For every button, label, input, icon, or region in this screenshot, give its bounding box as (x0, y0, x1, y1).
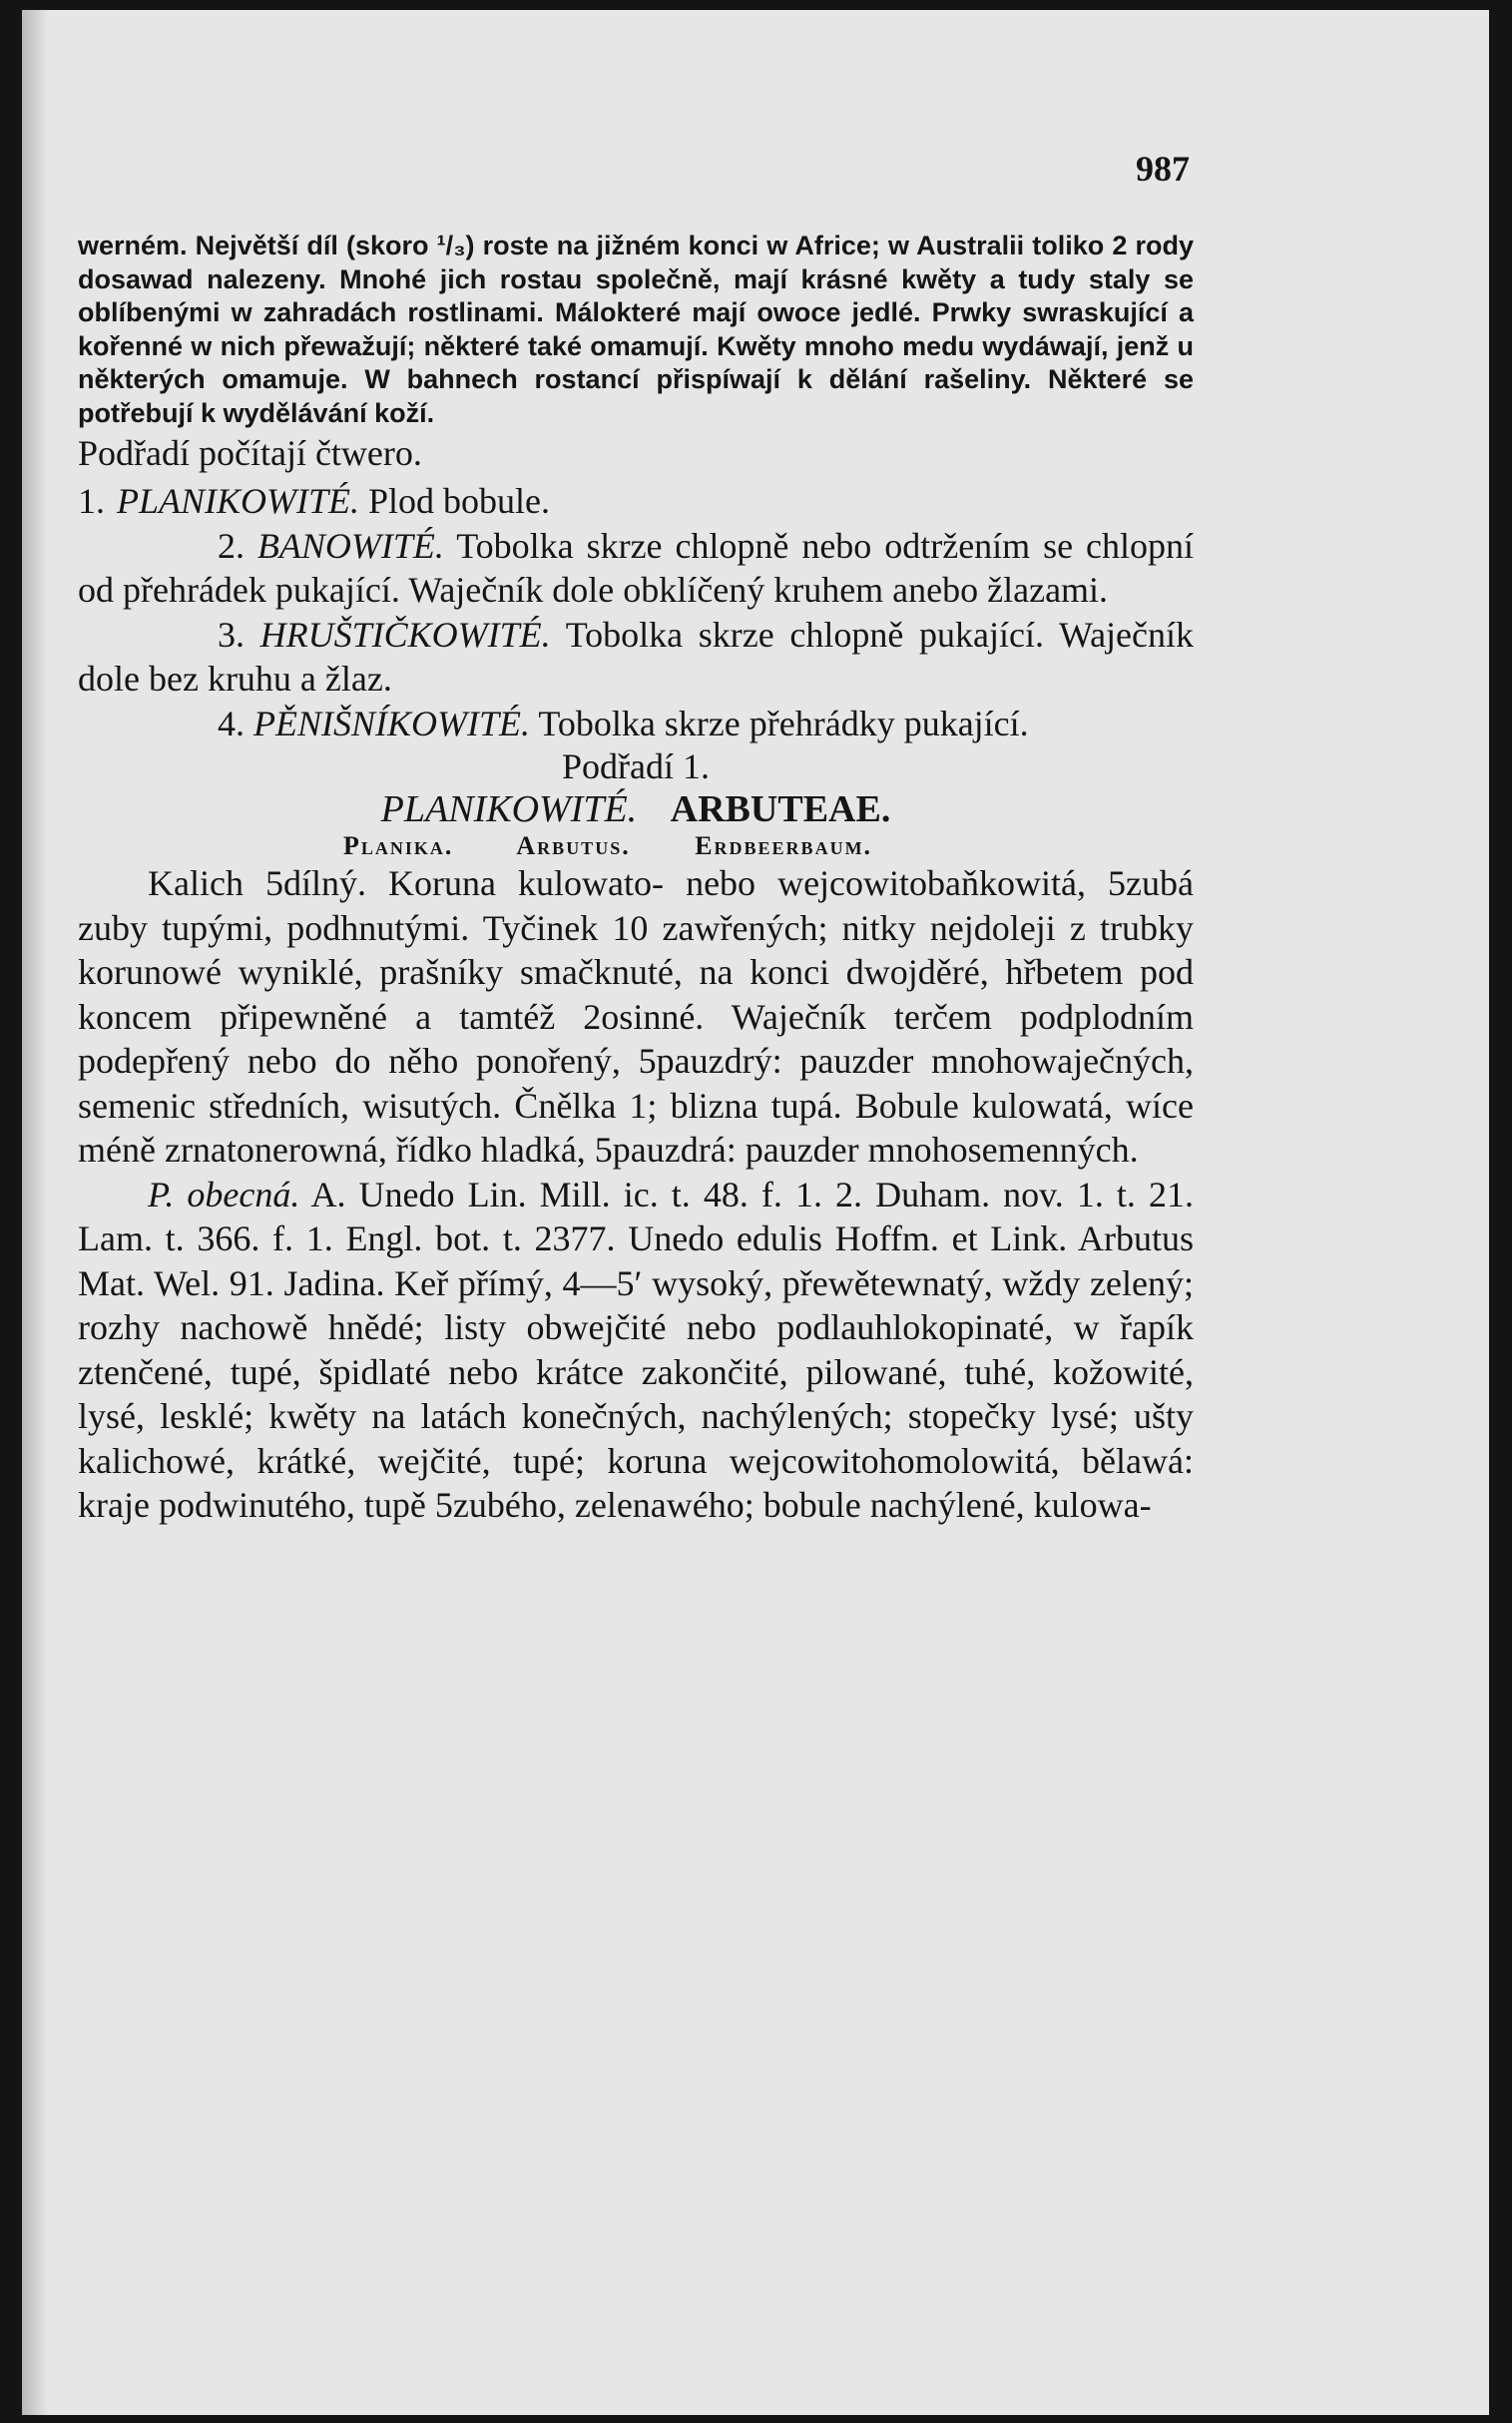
suborder-name: BANOWITÉ. (256, 525, 444, 566)
page-gutter-shadow (22, 10, 48, 2415)
suborder-name: PLANIKOWITÉ. (117, 481, 359, 522)
suborder-item-2 (78, 524, 1194, 613)
genus-name-latin: Arbutus. (516, 831, 631, 861)
book-page (22, 10, 1489, 2415)
page-content (78, 230, 1194, 1528)
suborder-lead: Podřadí počítají čtwero. (78, 432, 422, 473)
suborder-text: Tobolka skrze chlopně pukající. Waječník dole bez kruhu a žlaz. (78, 614, 1195, 700)
section-title-latin: ARBUTEAE. (670, 788, 891, 831)
suborder-name: HRUŠTIČKOWITÉ. (259, 614, 551, 655)
section-title (78, 787, 1194, 831)
suborder-text: Tobolka skrze přehrádky pukající. (538, 703, 1029, 743)
species-text: A. Unedo Lin. Mill. ic. t. 48. f. 1. 2. Duham. nov. 1. t. 21. Lam. t. 366. f. 1. Engl. bot. t. 2377. Unedo edulis Hoffm. et Link. Arbutus Mat. Wel. 91. Jadina. Keř přímý, 4—5′ wysoký, přewětewnatý, wždy zelený; rozhy nachowě hnědé; listy obwejčité nebo podlauhlokopinaté, w řapík ztenčené, tupé, špidlaté nebo krátce zakončité, pilowané, tuhé, kožowité, lysé, lesklé; kwěty na latách konečných, nachýlených; stopečky lysé; ušty kalichowé, krátké, wejčité, tupé; koruna wejcowitohomolowitá, bělawá: kraje podwinutého, tupě 5zubého, zelenawého; bobule nachýlené, kulowa- (78, 1174, 1194, 1526)
suborder-number: 3. (218, 614, 245, 655)
suborder-item-4 (78, 702, 1194, 746)
genus-name-german: Erdbeerbaum. (695, 831, 873, 861)
suborder-number: 4. (218, 703, 245, 743)
genus-description: Kalich 5dílný. Koruna kulowato- nebo wejcowitobaňkowitá, 5zubá zuby tupými, podhnutými. Tyčinek 10 zawřených; nitky nejdoleji z trubky korunowé wyniklé, prašníky smačknuté, na konci dwojděré, hřbetem pod koncem připewněné a tamtéž 2osinné. Waječník terčem podplodním podepřený nebo do něho ponořený, 5pauzdrý: pauzder mnohowaječných, semenic středních, wisutých. Čnělka 1; blizna tupá. Bobule kulowatá, wíce méně zrnatonerowná, řídko hladká, 5pauzdrá: pauzder mnohosemenných. (78, 863, 1194, 1171)
suborder-text: Tobolka skrze chlopně nebo odtržením se chlopní od přehrádek pukající. Waječník dole obklíčený kruhem anebo žlazami. (78, 525, 1194, 611)
suborder-number: 1. (78, 481, 105, 522)
species-name: P. obecná. (148, 1174, 300, 1214)
genus-name-czech: Planika. (342, 831, 454, 861)
intro-paragraph: werném. Největší díl (skoro ¹/₃) roste na jižném konci w Africe; w Australii toliko 2 rody dosawad nalezeny. Mnohé jich rostau společně, mají krásné kwěty a tudy staly se oblíbenými w zahradách rostlinami. Málokteré mají owoce jedlé. Prwky swraskující a kořenné w nich přewažují; některé také omamují. Kwěty mnoho medu wydáwají, jenž u některých omamuje. W bahnech rostancí přispíwají k dělání rašeliny. Některé se potřebují k wydělávání koží. (78, 231, 1194, 428)
suborder-item-1 (78, 479, 1194, 524)
section-title-czech: PLANIKOWITÉ. (380, 788, 638, 831)
page-number: 987 (1136, 149, 1190, 189)
genus-names (78, 831, 1194, 861)
section-heading: Podřadí 1. (562, 746, 710, 787)
suborder-item-3 (78, 613, 1194, 702)
species-entry (78, 1173, 1194, 1528)
suborder-number: 2. (218, 525, 245, 566)
suborder-name: PĚNIŠNÍKOWITÉ. (253, 703, 530, 743)
suborder-text: Plod bobule. (368, 481, 551, 522)
